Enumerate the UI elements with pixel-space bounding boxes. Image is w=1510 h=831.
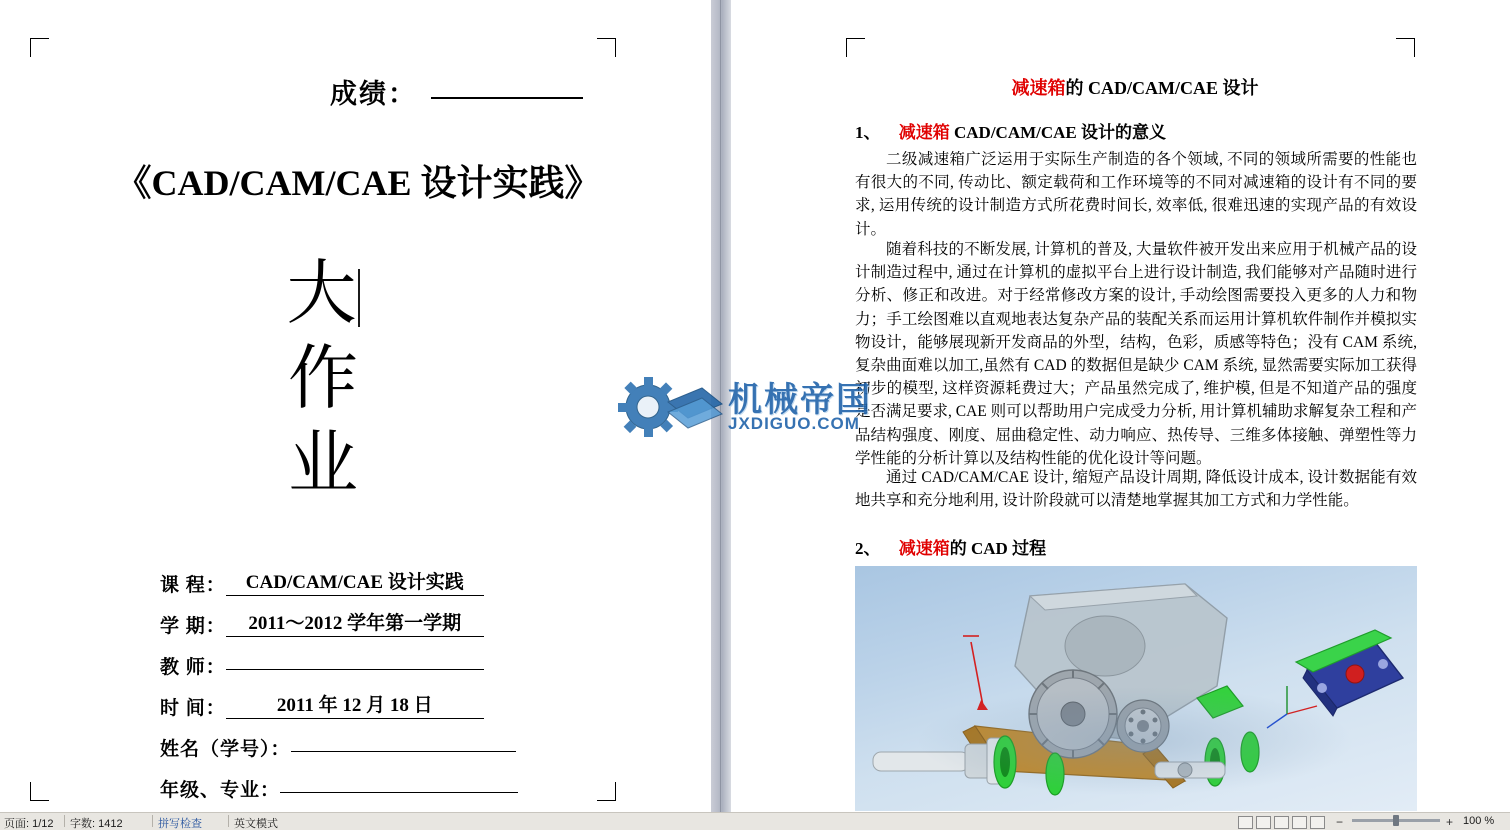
cover-field-major-value[interactable] bbox=[280, 792, 518, 793]
crop-mark-top-left-2 bbox=[846, 38, 865, 57]
cover-field-name bbox=[160, 734, 580, 775]
page-gutter bbox=[711, 0, 731, 812]
section-1-heading bbox=[855, 118, 1166, 143]
cover-field-term-label: 学 期： bbox=[160, 616, 226, 637]
zoom-out-button[interactable]: − bbox=[1336, 815, 1344, 829]
cover-grade-label: 成绩： bbox=[330, 79, 417, 109]
document-heading-red: 减速箱 bbox=[1011, 78, 1066, 98]
cover-big-char-1: 大 bbox=[258, 252, 388, 337]
status-page-info[interactable]: 页面: 1/12 bbox=[4, 818, 54, 830]
text-cursor bbox=[358, 269, 360, 327]
view-button-web-layout[interactable] bbox=[1274, 816, 1289, 829]
crop-mark-top-left bbox=[30, 38, 49, 57]
cover-field-course-value[interactable]: CAD/CAM/CAE 设计实践 bbox=[226, 571, 484, 596]
cover-field-term-value[interactable]: 2011～2012 学年第一学期 bbox=[226, 612, 484, 637]
section-2-rest: 的 CAD 过程 bbox=[949, 539, 1047, 558]
document-heading-rest: 的 CAD/CAM/CAE 设计 bbox=[1065, 78, 1259, 98]
cover-field-major-label: 年级、专业： bbox=[160, 780, 281, 801]
page-gutter-line bbox=[720, 0, 721, 812]
cover-field-course-label: 课 程： bbox=[160, 575, 226, 596]
cover-field-course bbox=[160, 570, 580, 611]
cover-field-name-label: 姓名（学号）： bbox=[160, 739, 291, 760]
paragraph-1: 二级减速箱广泛运用于实际生产制造的各个领域, 不同的领域所需要的性能也有很大的不同, 传动比、额定载荷和工作环境等的不同对减速箱的设计有不同的要求, 运用传统的设计制造方式所花费时间长, 效率低, 很难迅速的实现产品的有效设计。 bbox=[855, 151, 1417, 238]
cover-field-date-value[interactable]: 2011 年 12 月 18 日 bbox=[226, 694, 484, 719]
section-2-red: 减速箱 bbox=[898, 539, 950, 558]
cover-field-major bbox=[160, 775, 580, 812]
paragraph-2: 随着科技的不断发展, 计算机的普及, 大量软件被开发出来应用于机械产品的设计制造过程中, 通过在计算机的虚拟平台上进行设计制造, 我们能够对产品随时进行分析、修正和改进。对于经常修改方案的设计, 手动绘图需要投入更多的人力和物力；手工绘图难以直观地表达复杂产品的装配关系而运用计算机软件制作并模拟实物设计，能够展现新开发商品的外型，结构，色彩，质感等特色；没有 CAM 系统,复杂曲面难以加工,虽然有 CAD 的数据但是缺少 CAM 系统, 显然需要实际加工获得初步的模型, 这样资源耗费过大；产品虽然完成了, 维护模, 但是不知道产品的强度是否满足要求, CAE 则可以帮助用户完成受力分析, 用计算机辅助求解复杂工程和产品结构强度、刚度、屈曲稳定性、动力响应、热传导、三维多体接触、弹塑性等力学性能的分析计算以及结构性能的优化设计等问题。 bbox=[855, 241, 1417, 467]
cover-field-list bbox=[160, 570, 580, 812]
cover-field-name-value[interactable] bbox=[291, 751, 516, 752]
cover-field-date-label: 时 间： bbox=[160, 698, 226, 719]
status-word-count[interactable]: 字数: 1412 bbox=[70, 818, 123, 830]
status-spellcheck[interactable]: 拼写检查 bbox=[158, 818, 202, 830]
section-1-number: 1、 bbox=[855, 123, 881, 142]
cover-big-char-2: 作 bbox=[288, 341, 358, 418]
cover-field-teacher-value[interactable] bbox=[226, 669, 484, 670]
figure-shadow bbox=[915, 686, 1355, 796]
view-button-draft[interactable] bbox=[1310, 816, 1325, 829]
cover-field-term bbox=[160, 611, 580, 652]
status-separator-3 bbox=[228, 815, 229, 827]
section-1-red: 减速箱 bbox=[898, 123, 950, 142]
crop-mark-bottom-left bbox=[30, 782, 49, 801]
section-1-rest: CAD/CAM/CAE 设计的意义 bbox=[949, 123, 1167, 142]
document-heading bbox=[855, 74, 1415, 100]
watermark-sub-text: JXDIGUO.COM bbox=[728, 414, 860, 433]
document-page-cover[interactable] bbox=[0, 0, 711, 812]
zoom-level-label[interactable]: 100 % bbox=[1463, 815, 1495, 827]
cover-field-teacher-label: 教 师： bbox=[160, 657, 226, 678]
zoom-in-button[interactable]: + bbox=[1446, 815, 1454, 829]
cover-big-characters bbox=[258, 252, 388, 507]
zoom-slider-knob[interactable] bbox=[1393, 815, 1399, 826]
status-separator-2 bbox=[152, 815, 153, 827]
crop-mark-top-right-2 bbox=[1396, 38, 1415, 57]
status-view-mode[interactable]: 英文模式 bbox=[234, 818, 278, 830]
cover-grade-line bbox=[330, 72, 583, 111]
crop-mark-bottom-right bbox=[597, 782, 616, 801]
cover-field-teacher bbox=[160, 652, 580, 693]
section-2-number: 2、 bbox=[855, 539, 881, 558]
cover-big-char-3: 业 bbox=[288, 426, 358, 503]
figure-gearbox-cad-render[interactable] bbox=[855, 566, 1417, 811]
watermark-main-text: 机械帝国 bbox=[728, 381, 872, 419]
status-bar[interactable] bbox=[0, 812, 1510, 830]
cover-title: 《CAD/CAM/CAE 设计实践》 bbox=[115, 163, 601, 203]
crop-mark-top-right bbox=[597, 38, 616, 57]
cover-grade-underline bbox=[431, 97, 583, 99]
section-2-heading bbox=[855, 534, 1046, 559]
status-separator-1 bbox=[64, 815, 65, 827]
view-button-outline[interactable] bbox=[1292, 816, 1307, 829]
view-button-print-layout[interactable] bbox=[1238, 816, 1253, 829]
cover-field-date bbox=[160, 693, 580, 734]
paragraph-3: 通过 CAD/CAM/CAE 设计, 缩短产品设计周期, 降低设计成本, 设计数据能有效地共享和充分地利用, 设计阶段就可以清楚地掌握其加工方式和力学性能。 bbox=[855, 469, 1417, 510]
view-button-full-screen[interactable] bbox=[1256, 816, 1271, 829]
